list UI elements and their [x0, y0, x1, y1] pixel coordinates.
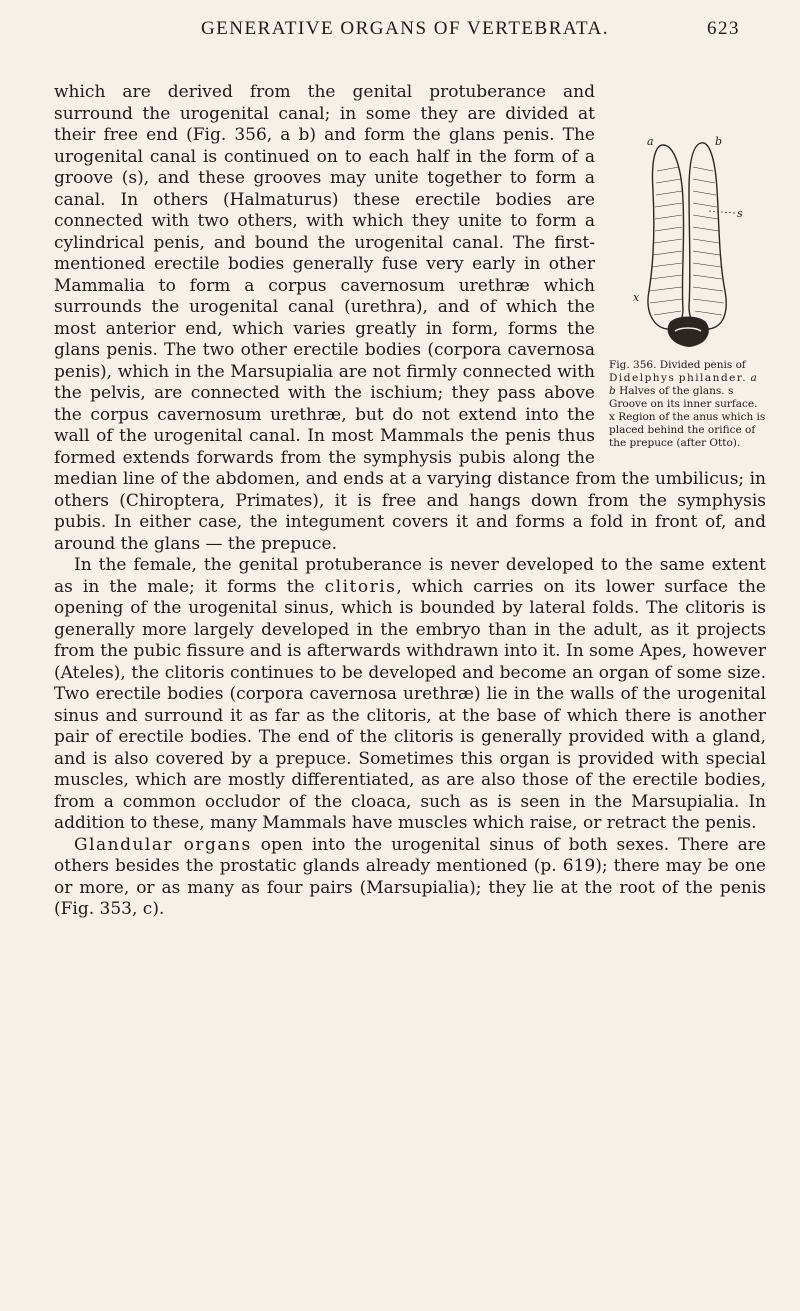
figure-caption: [609, 359, 766, 450]
figure-356: [609, 131, 766, 450]
label-b: b: [715, 135, 723, 148]
body-text: [54, 82, 766, 921]
term-glandular-organs: Glandular organs: [74, 834, 252, 855]
paragraph-1: which are derived from the genital protuberance and surround the urogenital canal; in some they are divided at their free end (Fig. 356, a b) and form the glans penis. The urogenital canal is continued on to each half in the form of a groove (s), and these grooves may unite together to form a canal. In others (Halmaturus) these erectile bodies are connected with two others, with which they unite to form a cylindrical penis, and bound the urogenital canal. The first-mentioned erectile bodies generally fuse very early in other Mammalia to form a corpus cavernosum urethræ which surrounds the urogenital canal (urethra), and of which the most anterior end, which varies greatly in form, forms the glans penis. The two other erectile bodies (corpora cavernosa penis), which in the Marsupialia are not firmly connected with the pelvis, are connected with the ischium; they pass above the corpus cavernosum urethræ, but do not extend into the wall of the urogenital canal. In most Mammals the penis thus formed extends forwards from the symphysis pubis along the median line of the abdomen, and ends at a varying distance from the umbilicus; in others (Chiroptera, Primates), it is free and hangs down from the symphysis pubis. In either case, the integument covers it and forms a fold in front of, and around the glans — the prepuce.: [54, 82, 766, 554]
paragraph-3: Glandular organs open into the urogenital sinus of both sexes. There are others besides the prostatic glands already mentioned (p. 619); there may be one or more, or as many as four pairs (Marsupialia); they lie at the root of the penis (Fig. 353, c).: [54, 834, 766, 919]
running-title: GENERATIVE ORGANS OF VERTEBRATA.: [200, 18, 610, 39]
label-x: x: [633, 291, 640, 304]
term-clitoris: clitoris: [324, 576, 397, 597]
label-a: a: [647, 135, 654, 148]
figure-caption-rest: Halves of the glans. s Groove on its inner surface. x Region of the anus which is placed behind the orifice of the prepuce (after Otto).: [609, 385, 766, 449]
figure-title: Divided penis of: [659, 359, 746, 371]
penis-illustration: [609, 131, 766, 353]
figure-ab-label: a b: [609, 372, 757, 397]
figure-number: Fig. 356.: [609, 359, 657, 371]
running-header: [70, 18, 740, 48]
label-s: s: [737, 207, 743, 220]
paragraph-2: In the female, the genital protuberance is never developed to the same extent as in the male; it forms the clitoris, which carries on its lower surface the opening of the urogenital sinus, which is bounded by lateral folds. The clitoris is generally more largely developed in the embryo than in the adult, as it projects from the pubic fissure and is afterwards withdrawn into it. In some Apes, however (Ateles), the clitoris continues to be developed and become an organ of some size. Two erectile bodies (corpora cavernosa urethræ) lie in the walls of the urogenital sinus and surround it as far as the clitoris, at the base of which there is another pair of erectile bodies. The end of the clitoris is generally provided with a gland, and is also covered by a prepuce. Sometimes this organ is provided with special muscles, which are mostly differentiated, as are also those of the erectile bodies, from a common occludor of the cloaca, such as is seen in the Marsupialia. In addition to these, many Mammals have muscles which raise, or retract the penis.: [54, 555, 766, 833]
figure-species: philander.: [678, 372, 748, 384]
figure-genus: Didelphys: [609, 372, 676, 384]
page-number: 623: [707, 18, 740, 39]
